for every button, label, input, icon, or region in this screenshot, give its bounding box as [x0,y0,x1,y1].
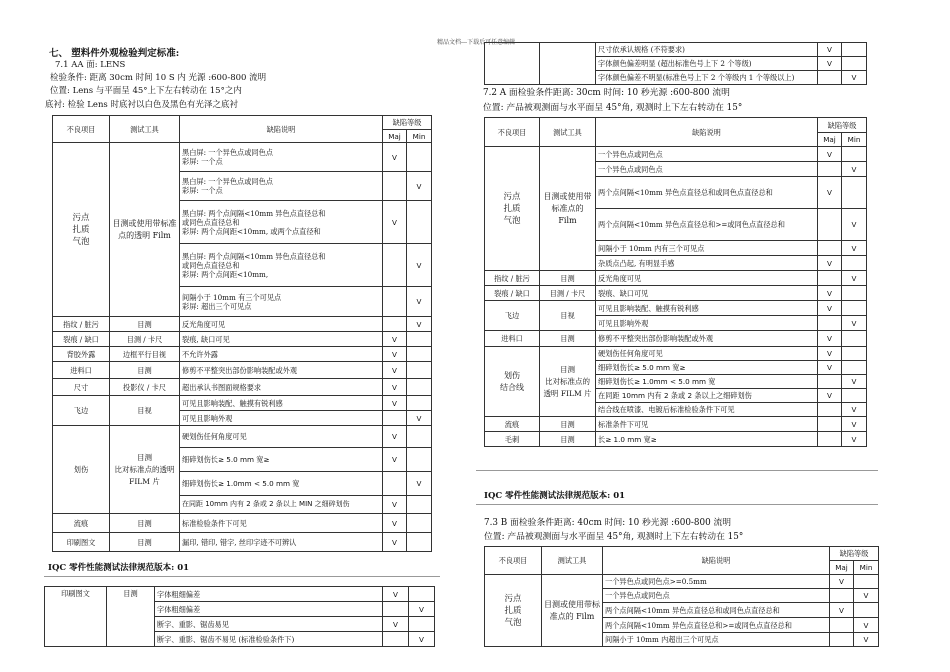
min-mark [409,617,435,632]
maj-mark: V [383,533,407,552]
defect-desc-cell: 细碎划伤长≥ 5.0 mm 宽≥ [180,448,383,472]
maj-mark: V [383,448,407,472]
divider [476,504,878,505]
maj-mark: V [383,514,407,533]
defect-desc-cell: 间隔小于 10mm 内超出三个可见点 [603,633,830,647]
min-mark [842,147,867,162]
tool-cell: 目测 [540,432,596,447]
min-mark [407,362,432,379]
min-mark [854,603,879,618]
min-mark [407,201,432,244]
min-mark: V [409,632,435,647]
maj-mark: V [383,426,407,448]
maj-mark [818,417,842,432]
min-mark [407,426,432,448]
maj-mark: V [818,389,842,403]
defect-desc-cell: 两个点间隔<10mm 异色点直径总和或同色点直径总和 [596,177,818,209]
maj-mark: V [830,575,854,589]
defect-desc-cell: 一个异色点或同色点 [603,589,830,603]
maj-mark [818,432,842,447]
defect-desc-cell: 可见且影响外观 [596,316,818,331]
defect-desc-cell: 超出承认书图面规格要求 [180,379,383,396]
maj-mark [383,411,407,426]
min-mark: V [409,602,435,617]
defect-desc-cell: 在同距 10mm 内有 2 条或 2 条以上 MIN 之细碎划伤 [180,496,383,514]
min-mark [842,347,867,361]
min-mark [407,379,432,396]
defect-desc-cell: 断字、重影、锯齿易见 [155,617,383,632]
tool-cell: 目测 [540,271,596,286]
maj-mark: V [818,361,842,375]
defect-desc-cell: 间隔小于 10mm 内有三个可见点 [596,241,818,256]
min-mark [842,57,867,71]
maj-mark [383,632,409,647]
tool-cell: 边框平行目视 [110,347,180,362]
defect-desc-cell: 两个点间隔<10mm 异色点直径总和>=或同色点直径总和 [603,618,830,633]
min-mark: V [842,241,867,256]
col-header-min: Min [407,130,432,143]
section-7-2-title: 7.2 A 面检验条件距离: 30cm 时间: 10 秒光源 :600-800 流明 [483,88,730,98]
defect-desc-cell: 在同距 10mm 内有 2 条或 2 条以上之细碎划伤 [596,389,818,403]
defect-desc-cell: 杂质点凸起, 有明显手感 [596,256,818,271]
defect-desc-cell: 裂痕、缺口可见 [596,286,818,301]
min-mark: V [407,244,432,287]
tool-cell: 目测 / 卡尺 [540,286,596,301]
defect-desc-cell: 可见且影响装配、触摸有锐利感 [596,301,818,316]
tool-cell: 目测 比对标准点的透明 FILM 片 [110,426,180,514]
maj-mark: V [818,57,842,71]
min-mark: V [407,472,432,496]
defect-item-cell: 进料口 [485,331,540,347]
defect-desc-cell: 硬划伤任何角度可见 [596,347,818,361]
col-header-desc: 缺陷说明 [603,547,830,575]
inspection-condition: 检验条件: 距离 30cm 时间 10 S 内 光源 :600-800 流明 [50,73,267,83]
defect-desc-cell: 细碎划伤长≥ 1.0mm < 5.0 mm 宽 [596,375,818,389]
maj-mark: V [818,147,842,162]
min-mark: V [407,411,432,426]
defect-item-cell: 裂痕 / 缺口 [53,332,110,347]
col-header-item: 不良项目 [485,547,542,575]
defect-item-cell: 指纹 / 脏污 [485,271,540,286]
defect-desc-cell: 字体粗细偏差 [155,587,383,602]
maj-mark [830,589,854,603]
col-header-grade: 缺陷等级 [383,116,432,130]
min-mark [842,389,867,403]
defect-item-cell: 飞边 [485,301,540,331]
min-mark: V [854,589,879,603]
defect-desc-cell: 字体粗细偏差 [155,602,383,617]
col-header-desc: 缺陷说明 [180,116,383,143]
col-header-min: Min [842,133,867,147]
defect-desc-cell: 一个异色点或同色点 [596,162,818,177]
defect-item-cell [485,43,540,85]
min-mark [842,43,867,57]
defect-desc-cell: 黑白屏: 一个异色点或同色点 彩屏: 一个点 [180,143,383,172]
min-mark [409,587,435,602]
defect-desc-cell: 漏印, 错印, 错字, 丝印字迹不可辨认 [180,533,383,552]
defect-desc-cell: 标准检验条件下可见 [180,514,383,533]
defect-item-cell: 裂痕 / 缺口 [485,286,540,301]
right-defect-table [484,117,867,447]
tool-cell: 目测 比对标准点的 透明 FILM 片 [540,347,596,417]
maj-mark [818,209,842,241]
defect-desc-cell: 细碎划伤长≥ 5.0 mm 宽≥ [596,361,818,375]
maj-mark: V [383,379,407,396]
maj-mark: V [383,332,407,347]
defect-item-cell: 污点 扎质 气泡 [485,147,540,271]
min-mark [407,396,432,411]
defect-item-cell: 飞边 [53,396,110,426]
min-mark [407,332,432,347]
maj-mark [818,375,842,389]
maj-mark: V [818,43,842,57]
defect-item-cell: 印刷图文 [53,533,110,552]
maj-mark: V [818,347,842,361]
min-mark [842,301,867,316]
maj-mark: V [818,301,842,316]
min-mark: V [842,71,867,85]
right-footer-title: IQC 零件性能测试法律规范版本: 01 [484,491,626,501]
defect-desc-cell: 不允许外露 [180,347,383,362]
defect-item-cell: 流痕 [53,514,110,533]
tool-cell [540,43,596,85]
min-mark [842,177,867,209]
maj-mark: V [383,496,407,514]
min-mark [854,575,879,589]
defect-item-cell: 划伤 [53,426,110,514]
defect-desc-cell: 硬划伤任何角度可见 [180,426,383,448]
tool-cell: 投影仪 / 卡尺 [110,379,180,396]
defect-desc-cell: 细碎划伤长≥ 1.0mm < 5.0 mm 宽 [180,472,383,496]
col-header-maj: Maj [383,130,407,143]
defect-desc-cell: 可见且影响装配、触摸有锐利感 [180,396,383,411]
defect-desc-cell: 两个点间隔<10mm 异色点直径总和>=或同色点直径总和 [596,209,818,241]
defect-desc-cell: 修剪不平整突出部份影响装配或外观 [596,331,818,347]
col-header-tool: 测试工具 [110,116,180,143]
maj-mark [818,271,842,286]
defect-desc-cell: 反光角度可见 [596,271,818,286]
right-bside-table [484,546,879,647]
maj-mark: V [383,396,407,411]
min-mark: V [842,432,867,447]
maj-mark [818,162,842,177]
col-header-item: 不良项目 [53,116,110,143]
section-7-3-position: 位置: 产品被观测面与水平面呈 45°角, 观测时上下左右转动在 15° [484,532,744,542]
defect-item-cell: 流痕 [485,417,540,432]
defect-desc-cell: 黑白屏: 两个点间隔<10mm 异色点直径总和 或同色点直径总和 彩屏: 两个点间距<10mm, [180,244,383,287]
defect-desc-cell: 字体颜色偏差明显 (超出标准色号上下 2 个等级) [596,57,818,71]
min-mark: V [854,633,879,647]
min-mark: V [842,403,867,417]
defect-desc-cell: 修剪不平整突出部份影响装配或外观 [180,362,383,379]
defect-desc-cell: 一个异色点或同色点>=0.5mm [603,575,830,589]
maj-mark: V [383,201,407,244]
defect-desc-cell: 可见且影响外观 [180,411,383,426]
min-mark: V [842,162,867,177]
tool-cell: 目测 [107,587,155,647]
defect-item-cell: 尺寸 [53,379,110,396]
tool-cell: 目测 [540,417,596,432]
left-footer-title: IQC 零件性能测试法律规范版本: 01 [48,563,190,573]
maj-mark: V [818,286,842,301]
tool-cell: 目测或使用带标准点的 Film [542,575,603,647]
defect-item-cell: 进料口 [53,362,110,379]
col-header-tool: 测试工具 [542,547,603,575]
col-header-maj: Maj [818,133,842,147]
col-header-tool: 测试工具 [540,118,596,147]
defect-desc-cell: 间隔小于 10mm 有三个可见点 彩屏: 超出三个可见点 [180,287,383,317]
min-mark [407,347,432,362]
min-mark: V [842,271,867,286]
maj-mark: V [383,362,407,379]
maj-mark: V [383,143,407,172]
min-mark: V [842,417,867,432]
maj-mark [383,172,407,201]
min-mark [407,514,432,533]
defect-desc-cell: 反光角度可见 [180,317,383,332]
maj-mark [818,71,842,85]
maj-mark [383,602,409,617]
defect-desc-cell: 长≥ 1.0 mm 宽≥ [596,432,818,447]
right-top-table [484,42,867,85]
left-print-table [44,586,435,647]
maj-mark [818,403,842,417]
col-header-maj: Maj [830,561,854,575]
maj-mark [383,287,407,317]
col-header-grade: 缺陷等级 [830,547,879,561]
inspection-background: 底衬: 检验 Lens 时底衬以白色及黑色有光泽之底衬 [45,100,238,110]
maj-mark [383,317,407,332]
defect-desc-cell: 字体颜色偏差不明显(标准色号上下 2 个等级内 1 个等级以上) [596,71,818,85]
defect-desc-cell: 尺寸依承认规格 (不符要求) [596,43,818,57]
section-7-2-position: 位置: 产品被观测面与水平面呈 45°角, 观测时上下左右转动在 15° [483,103,743,113]
defect-desc-cell: 黑白屏: 两个点间隔<10mm 异色点直径总和 或同色点直径总和 彩屏: 两个点间距<10mm, 或两个点直径和 [180,201,383,244]
divider [44,576,440,577]
col-header-grade: 缺陷等级 [818,118,867,133]
divider [476,470,878,471]
col-header-item: 不良项目 [485,118,540,147]
defect-desc-cell: 结合线在喷漆、电镀后标准检验条件下可见 [596,403,818,417]
col-header-desc: 缺陷说明 [596,118,818,147]
tool-cell: 目测 [110,533,180,552]
defect-item-cell: 毛刺 [485,432,540,447]
min-mark [842,286,867,301]
min-mark: V [407,172,432,201]
defect-desc-cell: 黑白屏: 一个异色点或同色点 彩屏: 一个点 [180,172,383,201]
defect-desc-cell: 两个点间隔<10mm 异色点直径总和或同色点直径总和 [603,603,830,618]
defect-desc-cell: 裂痕, 缺口可见 [180,332,383,347]
maj-mark [818,241,842,256]
defect-desc-cell: 标准条件下可见 [596,417,818,432]
min-mark [842,331,867,347]
maj-mark [818,316,842,331]
tool-cell: 目测 [110,514,180,533]
section-7-3-title: 7.3 B 面检验条件距离: 40cm 时间: 10 秒光源 :600-800 流明 [484,518,732,528]
min-mark: V [842,375,867,389]
section-title: 七、 塑料件外观检验判定标准: [49,48,180,59]
defect-item-cell: 印刷图文 [45,587,107,647]
min-mark [842,361,867,375]
maj-mark: V [830,603,854,618]
maj-mark: V [818,331,842,347]
maj-mark: V [818,256,842,271]
tool-cell: 目视 [540,301,596,331]
min-mark [407,533,432,552]
defect-item-cell: 指纹 / 脏污 [53,317,110,332]
tool-cell: 目测 / 卡尺 [110,332,180,347]
maj-mark [383,244,407,287]
maj-mark: V [383,617,409,632]
min-mark: V [842,209,867,241]
tool-cell: 目视 [110,396,180,426]
maj-mark: V [383,347,407,362]
defect-desc-cell: 一个异色点或同色点 [596,147,818,162]
min-mark: V [854,618,879,633]
inspection-position: 位置: Lens 与平面呈 45°上下左右转动在 15°之内 [50,86,242,96]
maj-mark: V [383,587,409,602]
maj-mark [830,618,854,633]
min-mark [407,143,432,172]
min-mark: V [407,287,432,317]
defect-item-cell: 划伤 结合线 [485,347,540,417]
maj-mark: V [818,177,842,209]
defect-item-cell: 污点 扎质 气泡 [485,575,542,647]
defect-desc-cell: 断字、重影、锯齿不易见 (标准检验条件下) [155,632,383,647]
min-mark [842,256,867,271]
min-mark: V [407,317,432,332]
defect-item-cell: 背胶外露 [53,347,110,362]
tool-cell: 目测或使用带标准点的透明 Film [110,143,180,317]
header-note: 精品文档---下载后可任意编辑 [437,39,516,46]
tool-cell: 目测 [110,362,180,379]
defect-item-cell: 污点 扎质 气泡 [53,143,110,317]
subsection-title: 7.1 AA 面: LENS [55,60,126,70]
maj-mark [830,633,854,647]
min-mark [407,448,432,472]
left-defect-table [52,115,432,552]
col-header-min: Min [854,561,879,575]
min-mark: V [842,316,867,331]
tool-cell: 目测 [110,317,180,332]
maj-mark [383,472,407,496]
tool-cell: 目测 [540,331,596,347]
tool-cell: 目测或使用带标准点的 Film [540,147,596,271]
min-mark [407,496,432,514]
